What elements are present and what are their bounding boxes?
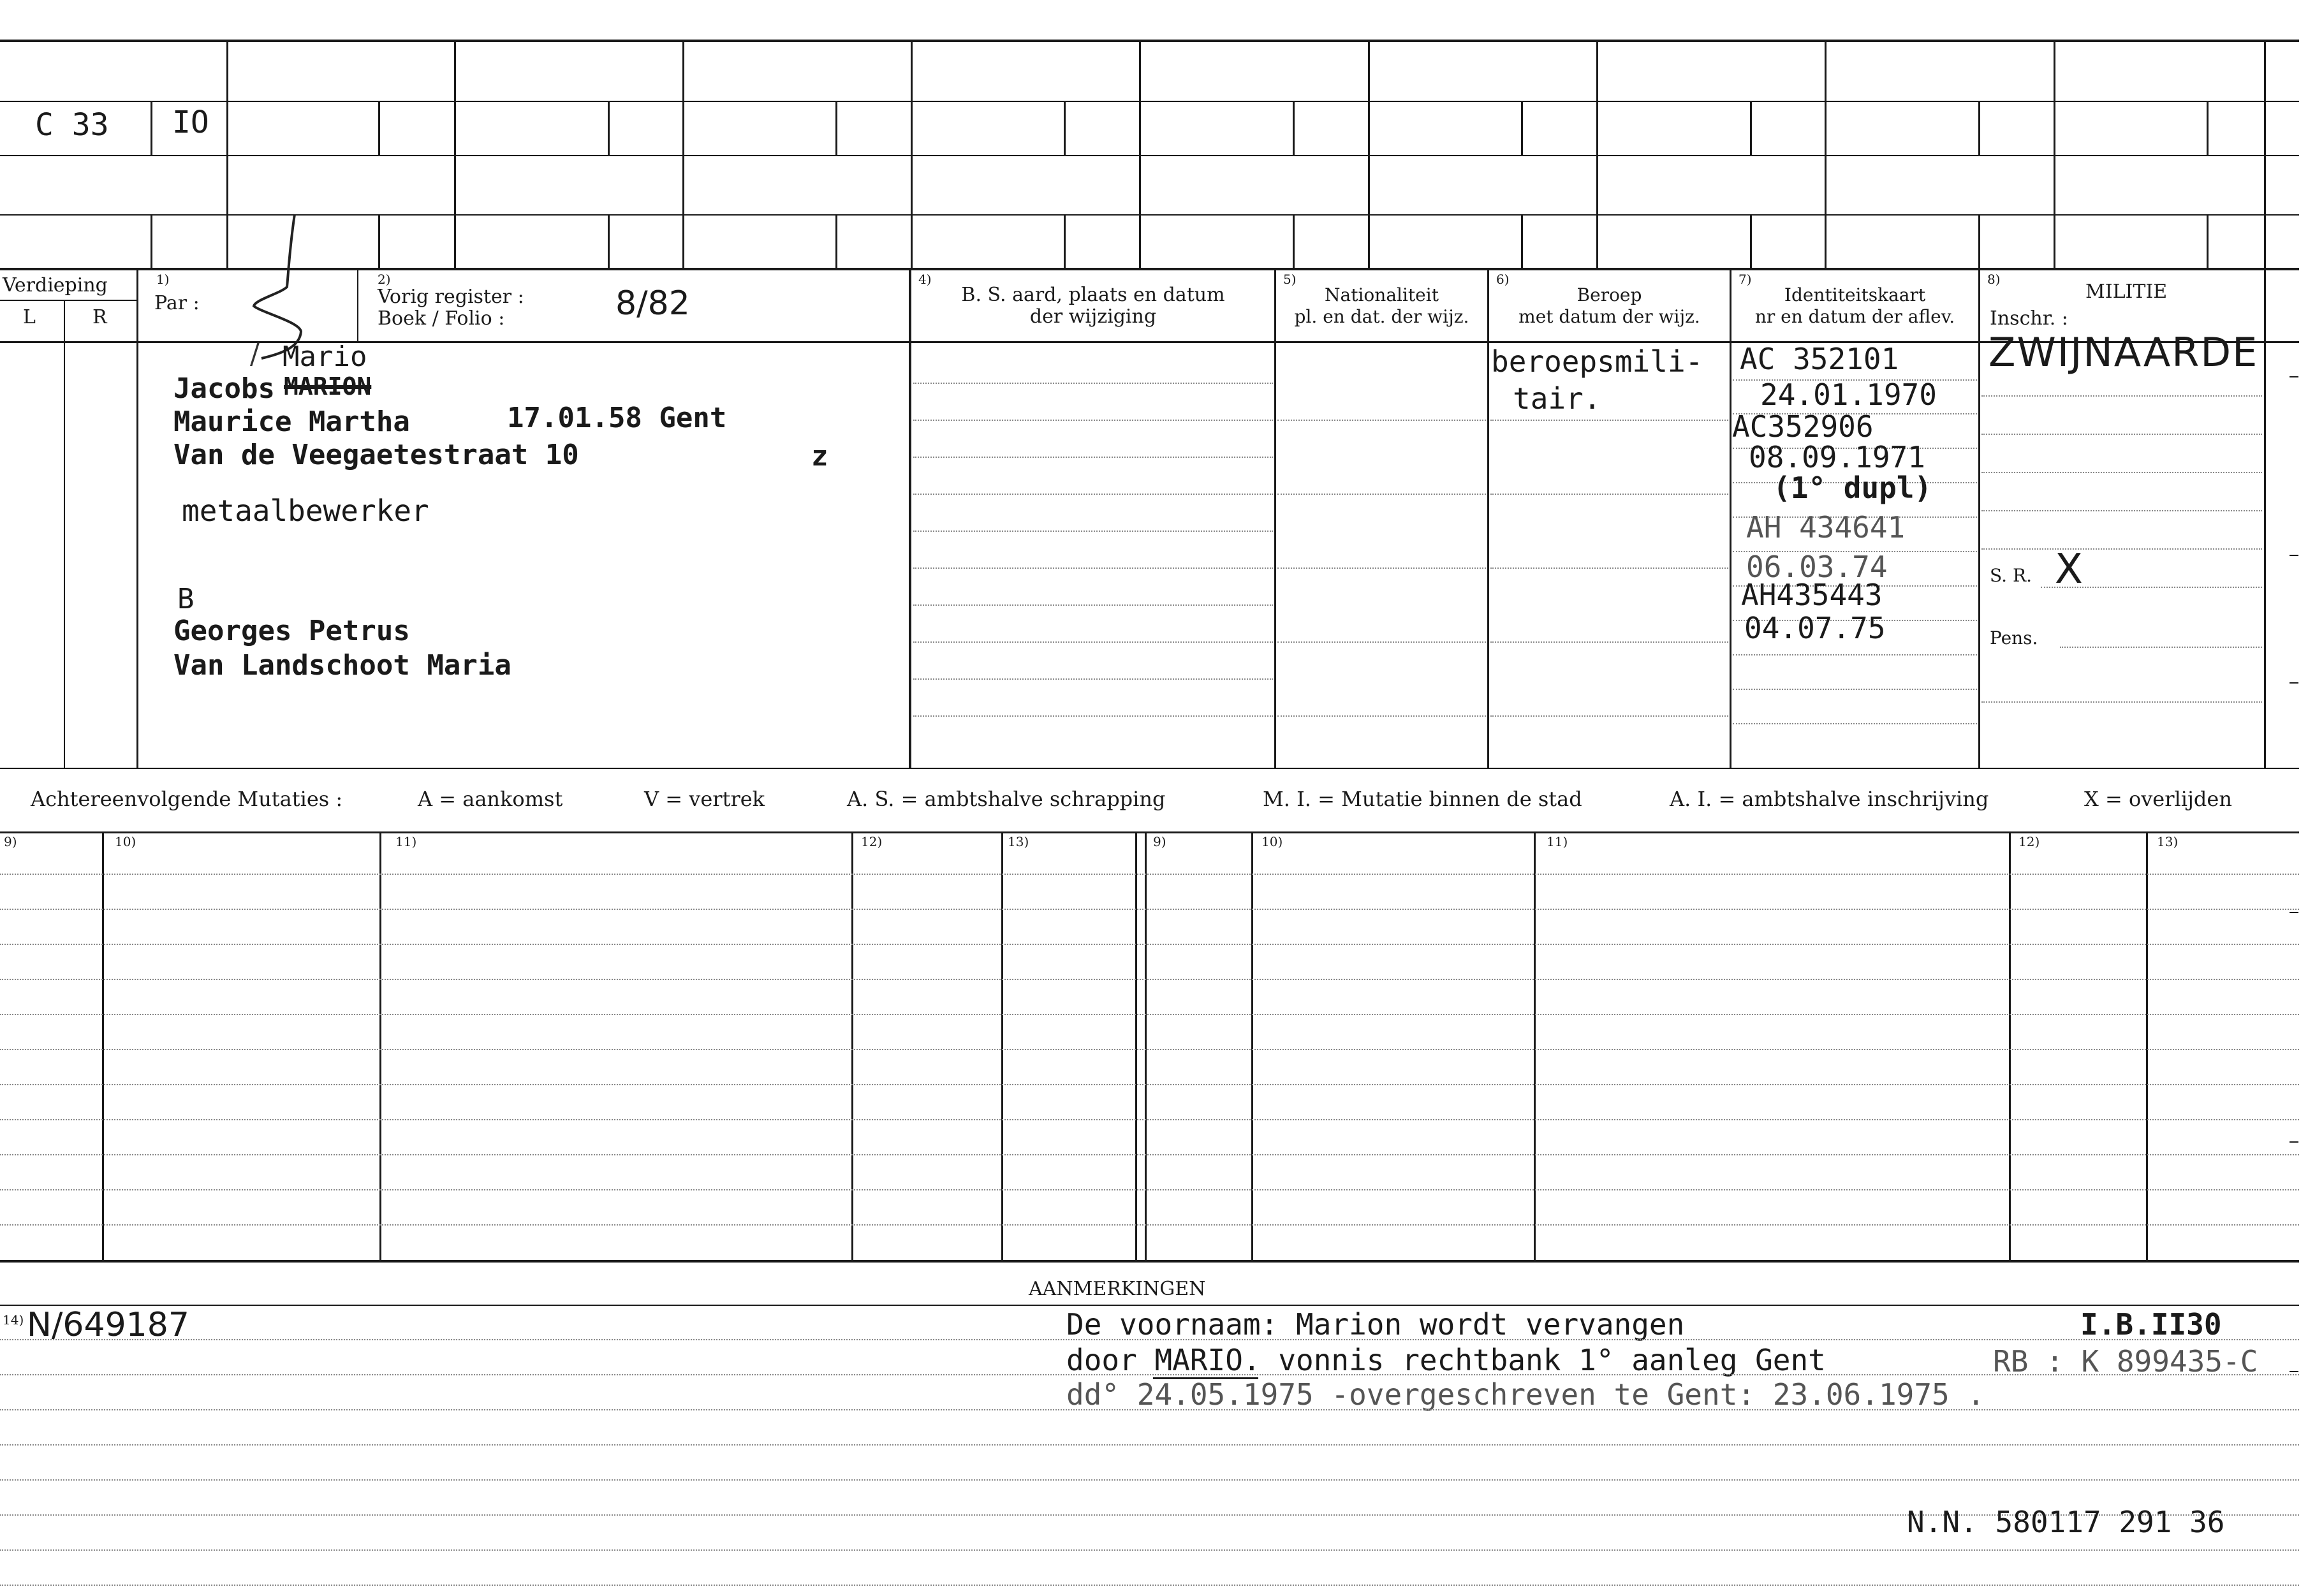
id-line-2: 24.01.1970 bbox=[1760, 377, 1937, 412]
z-mark: z bbox=[811, 440, 828, 472]
mutatie-mi: M. I. = Mutatie binnen de stad bbox=[1263, 787, 1582, 811]
id-header-line2: nr en datum der aflev. bbox=[1754, 306, 1955, 327]
top-cell-c33: C 33 bbox=[35, 107, 109, 143]
boek-folio-value: 8/82 bbox=[615, 284, 690, 323]
mut-col-9b: 9) bbox=[1153, 834, 1166, 849]
beroep-line1: beroepsmili- bbox=[1491, 344, 1703, 379]
mutaties-label: Achtereenvolgende Mutaties : bbox=[31, 787, 343, 811]
id-line-5: (1° dupl) bbox=[1773, 471, 1932, 505]
l-label: L bbox=[23, 306, 36, 328]
id-line-9: 04.07.75 bbox=[1744, 611, 1886, 645]
boek-folio-label: Boek / Folio : bbox=[378, 307, 505, 330]
mutatie-as: A. S. = ambtshalve schrapping bbox=[847, 787, 1166, 811]
col-number-4: 4) bbox=[918, 272, 932, 287]
par-label: Par : bbox=[154, 292, 200, 314]
top-cell-io: IO bbox=[172, 105, 209, 140]
id-line-3: AC352906 bbox=[1732, 409, 1874, 444]
nat-header-line1: Nationaliteit bbox=[1325, 284, 1439, 305]
mut-col-12b: 12) bbox=[2018, 834, 2040, 849]
col-number-7: 7) bbox=[1738, 272, 1752, 287]
national-number: N.N. 580117 291 36 bbox=[1907, 1505, 2225, 1539]
mutatie-v: V = vertrek bbox=[644, 787, 765, 811]
mut-col-9a: 9) bbox=[4, 834, 17, 849]
mut-col-10b: 10) bbox=[1261, 834, 1283, 849]
mut-col-12a: 12) bbox=[861, 834, 883, 849]
bs-header bbox=[912, 284, 1274, 328]
corrected-first-name: Mario bbox=[283, 340, 367, 373]
aanmerkingen-title: AANMERKINGEN bbox=[1029, 1278, 1206, 1300]
vorig-register-label: Vorig register : bbox=[378, 286, 524, 308]
col-number-8: 8) bbox=[1987, 272, 2001, 287]
b-mark: B bbox=[177, 583, 195, 615]
mut-col-13a: 13) bbox=[1008, 834, 1029, 849]
beroep-header bbox=[1489, 284, 1730, 328]
mut-col-10a: 10) bbox=[115, 834, 136, 849]
verdieping-label: Verdieping bbox=[3, 274, 108, 297]
id-header-line1: Identiteitskaart bbox=[1784, 284, 1926, 305]
note-ref: N/649187 bbox=[27, 1306, 189, 1344]
id-header bbox=[1731, 284, 1978, 328]
beroep-header-line1: Beroep bbox=[1577, 284, 1642, 305]
mutatie-a: A = aankomst bbox=[418, 787, 563, 811]
birth-date-place: 17.01.58 Gent bbox=[507, 402, 727, 434]
beroep-line2: tair. bbox=[1513, 381, 1601, 416]
r-label: R bbox=[92, 306, 107, 328]
col-number-2: 2) bbox=[378, 272, 391, 287]
inschr-label: Inschr. : bbox=[1990, 307, 2068, 330]
inschr-stamp: ZWIJNAARDE bbox=[1988, 329, 2259, 376]
nat-header bbox=[1276, 284, 1487, 328]
sr-label: S. R. bbox=[1990, 565, 2032, 586]
bs-header-line2: der wijziging bbox=[1029, 305, 1157, 328]
id-line-1: AC 352101 bbox=[1740, 342, 1899, 376]
note-number-14: 14) bbox=[3, 1312, 24, 1328]
beroep-header-line2: met datum der wijz. bbox=[1518, 306, 1700, 327]
note-line2: door MARIO. vonnis rechtbank 1° aanleg Gent bbox=[1066, 1343, 1826, 1377]
note-line1: De voornaam: Marion wordt vervangen bbox=[1066, 1307, 1685, 1342]
id-line-4: 08.09.1971 bbox=[1749, 440, 1925, 474]
correction-slash: / bbox=[250, 338, 260, 370]
mut-col-13b: 13) bbox=[2157, 834, 2179, 849]
col-number-6: 6) bbox=[1496, 272, 1510, 287]
sr-value: X bbox=[2055, 546, 2083, 593]
father-name: Georges Petrus bbox=[173, 615, 410, 647]
given-names: Maurice Martha bbox=[173, 406, 410, 438]
note-ref-right: I.B.II30 bbox=[2080, 1307, 2222, 1342]
nat-header-line2: pl. en dat. der wijz. bbox=[1294, 306, 1469, 327]
id-line-7: 06.03.74 bbox=[1746, 550, 1888, 584]
bs-header-line1: B. S. aard, plaats en datum bbox=[961, 284, 1225, 306]
mut-col-11b: 11) bbox=[1547, 834, 1568, 849]
address: Van de Veegaetestraat 10 bbox=[173, 439, 579, 471]
id-line-6: AH 434641 bbox=[1746, 510, 1906, 545]
occupation: metaalbewerker bbox=[182, 494, 429, 528]
mutatie-ai: A. I. = ambtshalve inschrijving bbox=[1670, 787, 1989, 811]
struck-name: MARION bbox=[284, 372, 372, 400]
mut-col-11a: 11) bbox=[395, 834, 417, 849]
col-number-5: 5) bbox=[1283, 272, 1297, 287]
id-line-8: AH435443 bbox=[1741, 578, 1883, 612]
note-line3: dd° 24.05.1975 -overgeschreven te Gent: 23.06.1975 . bbox=[1066, 1377, 1985, 1412]
note-rb: RB : K 899435-C bbox=[1993, 1344, 2258, 1379]
mutatie-x: X = overlijden bbox=[2084, 787, 2232, 811]
mother-name: Van Landschoot Maria bbox=[173, 649, 511, 682]
col-number-1: 1) bbox=[156, 272, 170, 287]
militie-header: MILITIE bbox=[2085, 281, 2168, 303]
surname: Jacobs bbox=[173, 372, 275, 405]
pens-label: Pens. bbox=[1990, 627, 2038, 648]
